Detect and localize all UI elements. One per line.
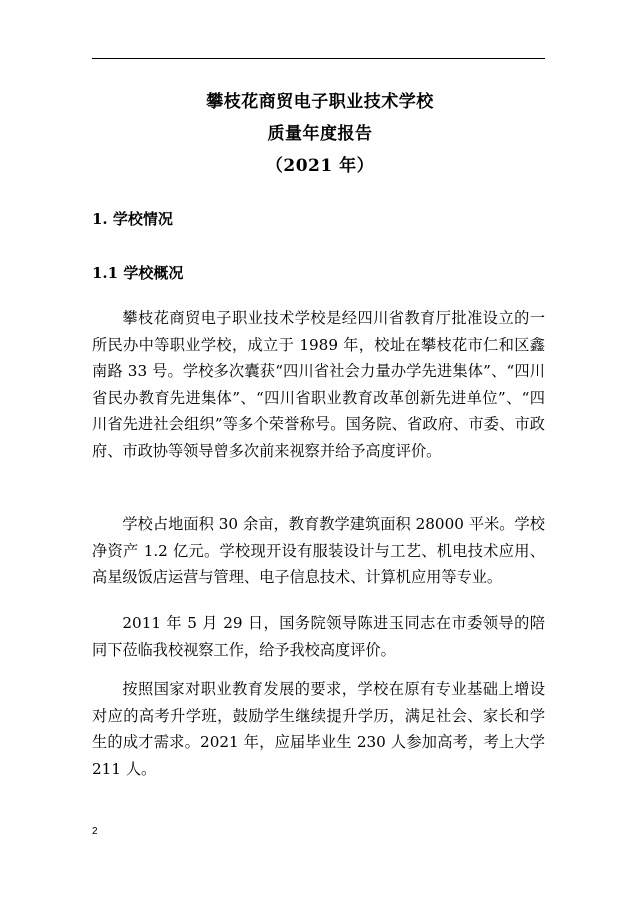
report-year: （2021 年） (265, 156, 375, 176)
header-rule (92, 58, 545, 59)
paragraph-exam (92, 676, 545, 782)
paragraph-text: 攀枝花商贸电子职业技术学校是经四川省教育厅批准设立的一所民办中等职业学校，成立于 1989 年，校址在攀枝花市仁和区鑫南路 33 号。学校多次囊获“四川省社会力量办学先进集体”、“四川省民办教育先进集体”、“四川省职业教育改革创新先进单位”、“四川省先进社会组织”等多个荣誉称号。国务院、省政府、市委、市政府、市政协等领导曾多次前来视察并给予高度评价。 (92, 309, 545, 460)
report-title: 攀枝花商贸电子职业技术学校 (206, 92, 434, 112)
paragraph-text: 2011 年 5 月 29 日，国务院领导陈进玉同志在市委领导的陪同下莅临我校视察工作，给予我校高度评价。 (92, 614, 545, 659)
subsection-heading-school-overview: 1.1 学校概况 (92, 264, 184, 282)
report-subtitle: 质量年度报告 (267, 124, 373, 144)
paragraph-overview (92, 305, 545, 464)
section-heading-school-info: 1. 学校情况 (92, 210, 173, 228)
page-number: 2 (92, 826, 98, 837)
paragraph-campus (92, 511, 545, 591)
paragraph-visit (92, 610, 545, 663)
paragraph-text: 学校占地面积 30 余亩，教育教学建筑面积 28000 平米。学校净资产 1.2 亿元。学校现开设有服装设计与工艺、机电技术应用、高星级饭店运营与管理、电子信息技术、计算机应用等专业。 (92, 515, 545, 586)
paragraph-text: 按照国家对职业教育发展的要求，学校在原有专业基础上增设对应的高考升学班，鼓励学生继续提升学历，满足社会、家长和学生的成才需求。2021 年，应届毕业生 230 人参加高考，考上大学 211 人。 (92, 680, 545, 778)
